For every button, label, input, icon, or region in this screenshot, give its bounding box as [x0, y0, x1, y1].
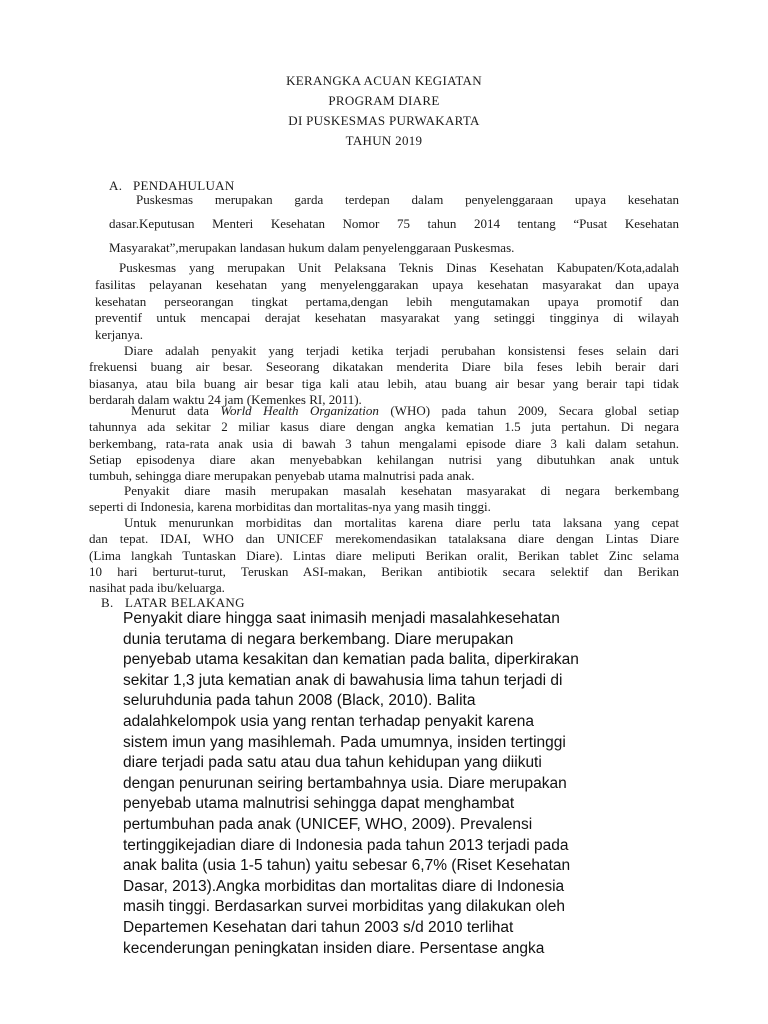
paragraph-line: adalahkelompok usia yang rentan terhadap penyakit karena — [123, 712, 535, 730]
paragraph-line: preventif untuk mencapai derajat kesehatan masyarakat yang setinggi tingginya di wilayah — [95, 310, 679, 326]
paragraph-line: Untuk menurunkan morbiditas dan mortalitas karena diare perlu tata laksana yang cepat — [124, 515, 679, 530]
paragraph-line: dan tepat. IDAI, WHO dan UNICEF merekomendasikan tatalaksana diare dengan Lintas Diare — [89, 531, 679, 547]
paragraph-line: Setiap episodenya diare akan menyebabkan kehilangan nutrisi yang dibutuhkan anak untuk — [89, 451, 679, 467]
paragraph-line: sekitar 1,3 juta kematian anak di bawahusia lima tahun terjadi di — [123, 671, 563, 689]
paragraph-line: anak balita (usia 1-5 tahun) yaitu sebesar 6,7% (Riset Kesehatan — [123, 857, 571, 875]
paragraph-line: kecenderungan peningkatan insiden diare. Persentase angka — [123, 939, 545, 957]
section-a-paragraph-5 — [89, 483, 679, 516]
paragraph-line: tertinggikejadian diare di Indonesia pada tahun 2013 terjadi pada — [123, 836, 569, 854]
paragraph-line: seperti di Indonesia, karena morbiditas dan mortalitas-nya yang masih tinggi. — [89, 499, 491, 515]
paragraph-line: penyebab utama malnutrisi sehingga dapat menghambat — [123, 795, 515, 813]
title-line-4: TAHUN 2019 — [345, 133, 423, 148]
paragraph-line: Dasar, 2013).Angka morbiditas dan mortalitas diare di Indonesia — [123, 877, 565, 895]
paragraph-line: tahunnya ada sekitar 2 miliar kasus diare dengan angka kematian 1.5 juta pertahun. Di negara — [89, 419, 679, 435]
paragraph-line: fasilitas pelayanan kesehatan yang menyelenggarakan upaya kesehatan masyarakat dan upaya — [95, 276, 679, 292]
title-line-2: PROGRAM DIARE — [328, 93, 440, 108]
paragraph-line: dunia terutama di negara berkembang. Diare merupakan — [123, 630, 514, 648]
title-line-1: KERANGKA ACUAN KEGIATAN — [286, 73, 482, 88]
section-a-title: PENDAHULUAN — [133, 178, 235, 193]
paragraph-line: biasanya, atau bila buang air besar tiga kali atau lebih, atau buang air besar yang berair tapi tidak — [89, 375, 679, 391]
text-run: (WHO) pada tahun 2009, Secara global setiap — [378, 403, 679, 418]
text-run: Menurut data — [131, 403, 221, 418]
title-line-3: DI PUSKESMAS PURWAKARTA — [288, 113, 480, 128]
section-a-paragraph-2 — [95, 260, 679, 344]
paragraph-line: tumbuh, sehingga diare merupakan penyebab utama malnutrisi pada anak. — [89, 468, 475, 484]
paragraph-line: Puskesmas merupakan garda terdepan dalam penyelenggaraan upaya kesehatan — [136, 192, 679, 207]
paragraph-line: kerjanya. — [95, 327, 144, 343]
paragraph-line: Departemen Kesehatan dari tahun 2003 s/d 2010 terlihat — [123, 918, 514, 936]
section-b-title: LATAR BELAKANG — [125, 595, 245, 610]
document-title — [0, 71, 768, 151]
who-name-italic: World Health Organization — [220, 403, 379, 418]
paragraph-line: masih tinggi. Berdasarkan survei morbiditas yang dilakukan oleh — [123, 898, 565, 916]
paragraph-line: frekuensi buang air besar. Seseorang dikatakan menderita Diare bila feses lebih berair dari — [89, 359, 679, 375]
paragraph-line: berkembang, rata-rata anak usia di bawah 3 tahun mengalami episode diare 3 kali dalam setahun. — [89, 435, 679, 451]
section-a-paragraph-4 — [89, 403, 679, 484]
paragraph-line: 10 hari berturut-turut, Teruskan ASI-makan, Berikan antibiotik secara selektif dan Berikan — [89, 563, 679, 579]
paragraph-line: Penyakit diare hingga saat inimasih menjadi masalahkesehatan — [123, 610, 560, 627]
paragraph-line: sistem imun yang masihlemah. Pada umumnya, insiden tertinggi — [123, 733, 566, 751]
section-a-paragraph-6 — [89, 515, 679, 596]
paragraph-line: Puskesmas yang merupakan Unit Pelaksana Teknis Dinas Kesehatan Kabupaten/Kota,adalah — [119, 260, 679, 275]
section-b-paragraph-1 — [123, 609, 681, 959]
paragraph-line: diare terjadi pada satu atau dua tahun kehidupan yang diikuti — [123, 754, 542, 772]
paragraph-line: berdarah dalam waktu 24 jam (Kemenkes RI, 2011). — [89, 391, 362, 407]
paragraph-line: seluruhdunia pada tahun 2008 (Black, 2010). Balita — [123, 692, 476, 710]
paragraph-line: kesehatan perseorangan tingkat pertama,dengan lebih mengutamakan upaya promotif dan — [95, 293, 679, 309]
paragraph-line: pertumbuhan pada anak (UNICEF, WHO, 2009). Prevalensi — [123, 815, 533, 833]
section-a-marker: A. — [109, 178, 123, 193]
paragraph-line — [89, 403, 679, 419]
section-a-paragraph-3 — [89, 343, 679, 408]
paragraph-line: (Lima langkah Tuntaskan Diare). Lintas diare meliputi Berikan oralit, Berikan tablet Zinc selama — [89, 547, 679, 563]
paragraph-line: Masyarakat”,merupakan landasan hukum dalam penyelenggaraan Puskesmas. — [109, 240, 515, 255]
section-a-paragraph-1 — [109, 188, 679, 260]
section-b-marker: B. — [101, 595, 114, 610]
paragraph-line: Diare adalah penyakit yang terjadi ketika terjadi perubahan konsistensi feses selain dari — [124, 343, 679, 358]
paragraph-line: penyebab utama kesakitan dan kematian pada balita, diperkirakan — [123, 651, 579, 669]
paragraph-line: nasihat pada ibu/keluarga. — [89, 580, 225, 596]
paragraph-line: dengan penurunan seiring bertambahnya usia. Diare merupakan — [123, 774, 567, 792]
paragraph-line: Penyakit diare masih merupakan masalah kesehatan masyarakat di negara berkembang — [124, 483, 679, 498]
paragraph-line: dasar.Keputusan Menteri Kesehatan Nomor 75 tahun 2014 tentang “Pusat Kesehatan — [109, 216, 679, 231]
